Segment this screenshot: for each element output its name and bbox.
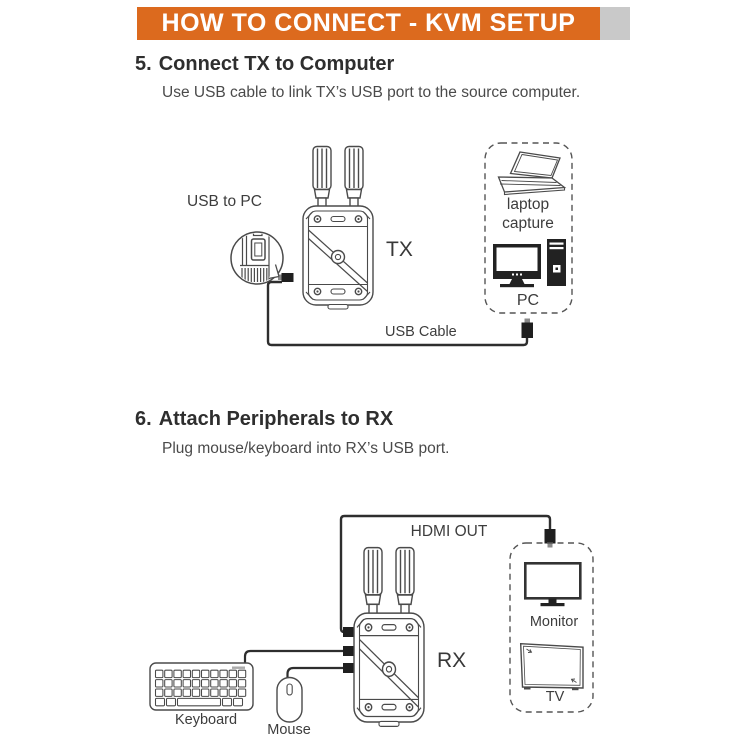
laptop-icon <box>499 152 565 195</box>
tv-label: TV <box>545 689 565 705</box>
monitor-icon <box>525 563 580 606</box>
tx-device <box>303 147 373 310</box>
laptop-label-line2: capture <box>502 215 554 232</box>
pc-label: PC <box>516 292 540 309</box>
mouse-icon <box>277 678 302 723</box>
page-title: HOW TO CONNECT - KVM SETUP <box>161 9 576 37</box>
usb-to-pc-label: USB to PC <box>187 193 262 210</box>
hdmi-plug-tip <box>548 544 553 548</box>
usb-cable-label: USB Cable <box>385 324 457 340</box>
page-title-banner <box>137 7 600 40</box>
banner-accent-tab <box>600 7 630 40</box>
hdmi-plug <box>545 529 556 544</box>
tx-label: TX <box>386 238 413 261</box>
diagram-connect-tx <box>130 135 610 360</box>
mouse-label: Mouse <box>267 722 311 738</box>
keyboard-label: Keyboard <box>174 712 238 728</box>
usb-plug-pc-tip <box>525 319 531 324</box>
mouse-cable <box>288 668 344 678</box>
pc-icon <box>493 239 566 287</box>
usb-plug-tx <box>282 273 294 282</box>
rx-label: RX <box>437 649 467 672</box>
step6-description: Plug mouse/keyboard into RX’s USB port. <box>162 440 450 457</box>
laptop-label-line1: laptop <box>506 196 550 213</box>
keyboard-cable <box>245 651 343 663</box>
step6-title: Attach Peripherals to RX <box>158 408 394 430</box>
usb-plug-pc <box>522 323 534 339</box>
step5-description: Use USB cable to link TX’s USB port to the source computer. <box>162 84 581 101</box>
usb-port-zoom-balloon <box>231 230 283 284</box>
keyboard-icon <box>150 663 253 710</box>
step5-title: Connect TX to Computer <box>158 53 395 75</box>
diagram-attach-rx <box>130 505 620 750</box>
tv-icon <box>521 644 583 691</box>
step5-heading <box>135 53 394 76</box>
rx-device <box>354 548 424 727</box>
step5-number: 5. <box>135 53 152 75</box>
hdmi-out-label: HDMI OUT <box>410 523 488 540</box>
step6-number: 6. <box>135 408 152 430</box>
monitor-label: Monitor <box>529 614 579 630</box>
step6-heading <box>135 408 393 431</box>
